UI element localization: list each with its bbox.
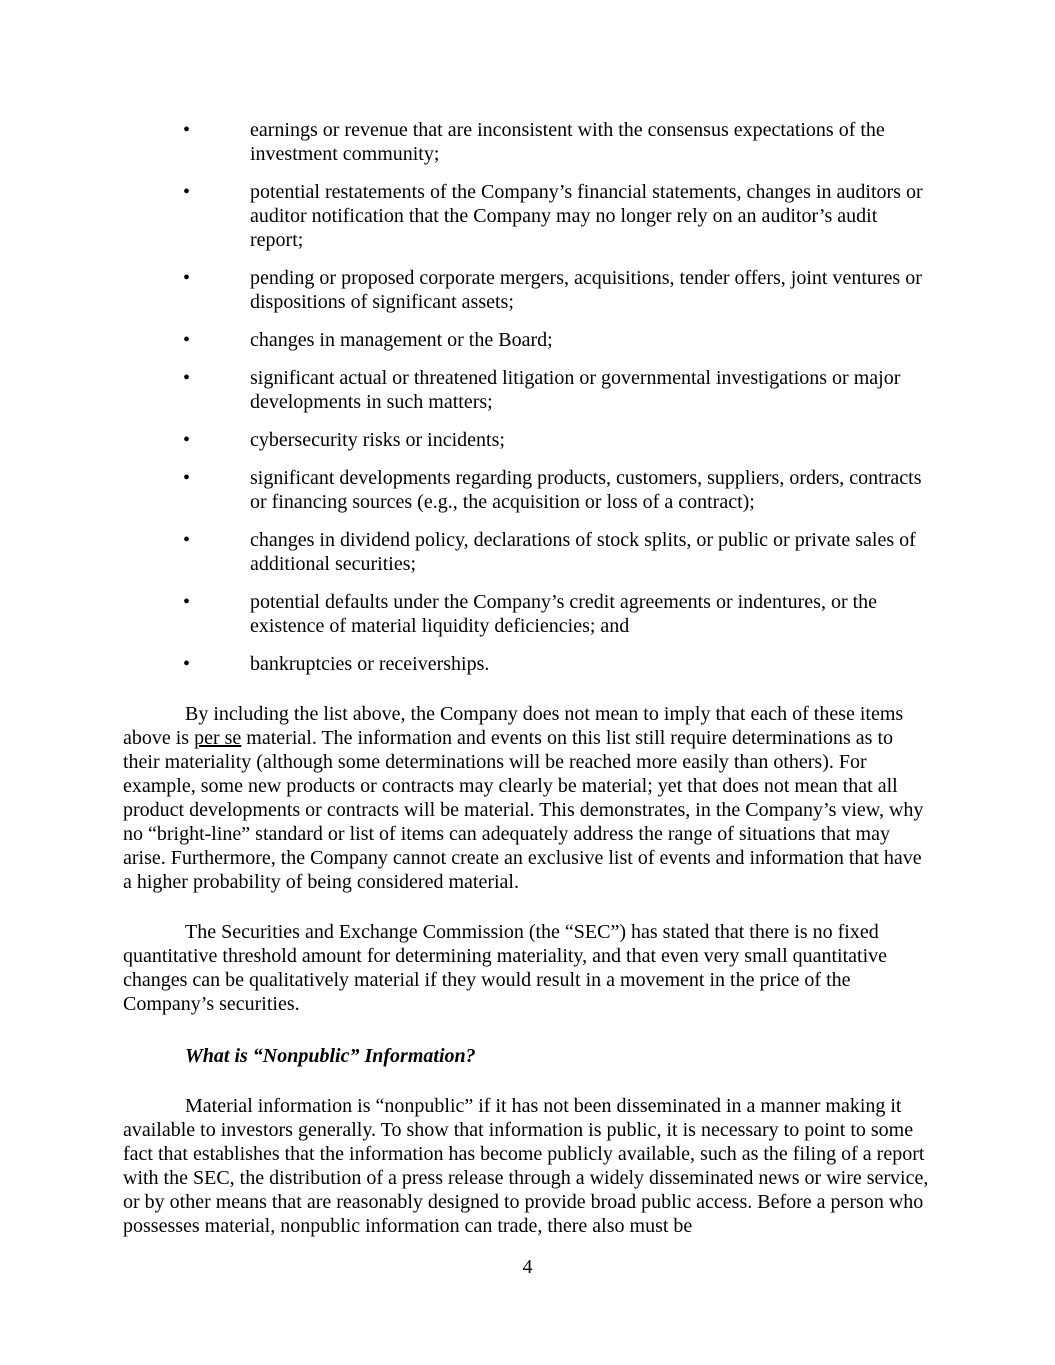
list-item-text: bankruptcies or receiverships. bbox=[250, 653, 490, 675]
list-item-text: potential defaults under the Company’s credit agreements or indentures, or the existence of material liquidity deficiencies; and bbox=[250, 591, 878, 637]
paragraph-text: By including the list above, the Company does not mean to imply that each of these items above is bbox=[123, 703, 904, 749]
list-item bbox=[123, 366, 930, 414]
bullet-icon: • bbox=[183, 181, 191, 203]
list-item bbox=[123, 428, 930, 452]
bullet-icon: • bbox=[183, 329, 191, 351]
list-item-text: changes in management or the Board; bbox=[250, 329, 553, 351]
bullet-icon: • bbox=[183, 429, 191, 451]
list-item-text: potential restatements of the Company’s financial statements, changes in auditors or auditor notification that the Company may no longer rely on an auditor’s audit report; bbox=[250, 181, 923, 251]
bullet-icon: • bbox=[183, 119, 191, 141]
paragraph-text: material. The information and events on this list still require determinations as to their materiality (although some determinations will be reached more easily than others). For example, some new products or contracts may clearly be material; yet that does not mean that all product developments or contracts will be material. This demonstrates, in the Company’s view, why no “bright-line” standard or list of items can adequately address the range of situations that may arise. Furthermore, the Company cannot create an exclusive list of events and information that have a higher probability of being considered material. bbox=[123, 727, 924, 893]
list-item-text: significant actual or threatened litigation or governmental investigations or major developments in such matters; bbox=[250, 367, 901, 413]
paragraph-materiality-list bbox=[123, 702, 930, 894]
list-item bbox=[123, 180, 930, 252]
bullet-icon: • bbox=[183, 467, 191, 489]
list-item bbox=[123, 118, 930, 166]
paragraph-nonpublic-definition: Material information is “nonpublic” if it has not been disseminated in a manner making it available to investors generally. To show that information is public, it is necessary to point to some fact that establishes that the information has become publicly available, such as the filing of a report with the SEC, the distribution of a press release through a widely disseminated news or wire service, or by other means that are reasonably designed to provide broad public access. Before a person who possesses material, nonpublic information can trade, there also must be bbox=[123, 1095, 929, 1237]
list-item bbox=[123, 328, 930, 352]
bullet-icon: • bbox=[183, 267, 191, 289]
list-item-text: significant developments regarding products, customers, suppliers, orders, contracts or financing sources (e.g., the acquisition or loss of a contract); bbox=[250, 467, 922, 513]
bullet-icon: • bbox=[183, 367, 191, 389]
bullet-icon: • bbox=[183, 529, 191, 551]
section-heading-nonpublic-information: What is “Nonpublic” Information? bbox=[185, 1045, 476, 1067]
page-number: 4 bbox=[522, 1256, 533, 1278]
bullet-icon: • bbox=[183, 591, 191, 613]
bullet-icon: • bbox=[183, 653, 191, 675]
underlined-phrase: per se bbox=[194, 727, 242, 749]
list-item-text: earnings or revenue that are inconsistent with the consensus expectations of the investment community; bbox=[250, 119, 885, 165]
bullet-list bbox=[123, 118, 930, 676]
paragraph-sec-statement: The Securities and Exchange Commission (the “SEC”) has stated that there is no fixed quantitative threshold amount for determining materiality, and that even very small quantitative changes can be qualitatively material if they would result in a movement in the price of the Company’s securities. bbox=[123, 921, 888, 1015]
list-item-text: cybersecurity risks or incidents; bbox=[250, 429, 505, 451]
list-item-text: pending or proposed corporate mergers, acquisitions, tender offers, joint ventures or dispositions of significant assets; bbox=[250, 267, 922, 313]
list-item-text: changes in dividend policy, declarations of stock splits, or public or private sales of additional securities; bbox=[250, 529, 916, 575]
list-item bbox=[123, 266, 930, 314]
list-item bbox=[123, 652, 930, 676]
list-item bbox=[123, 466, 930, 514]
list-item bbox=[123, 528, 930, 576]
list-item bbox=[123, 590, 930, 638]
